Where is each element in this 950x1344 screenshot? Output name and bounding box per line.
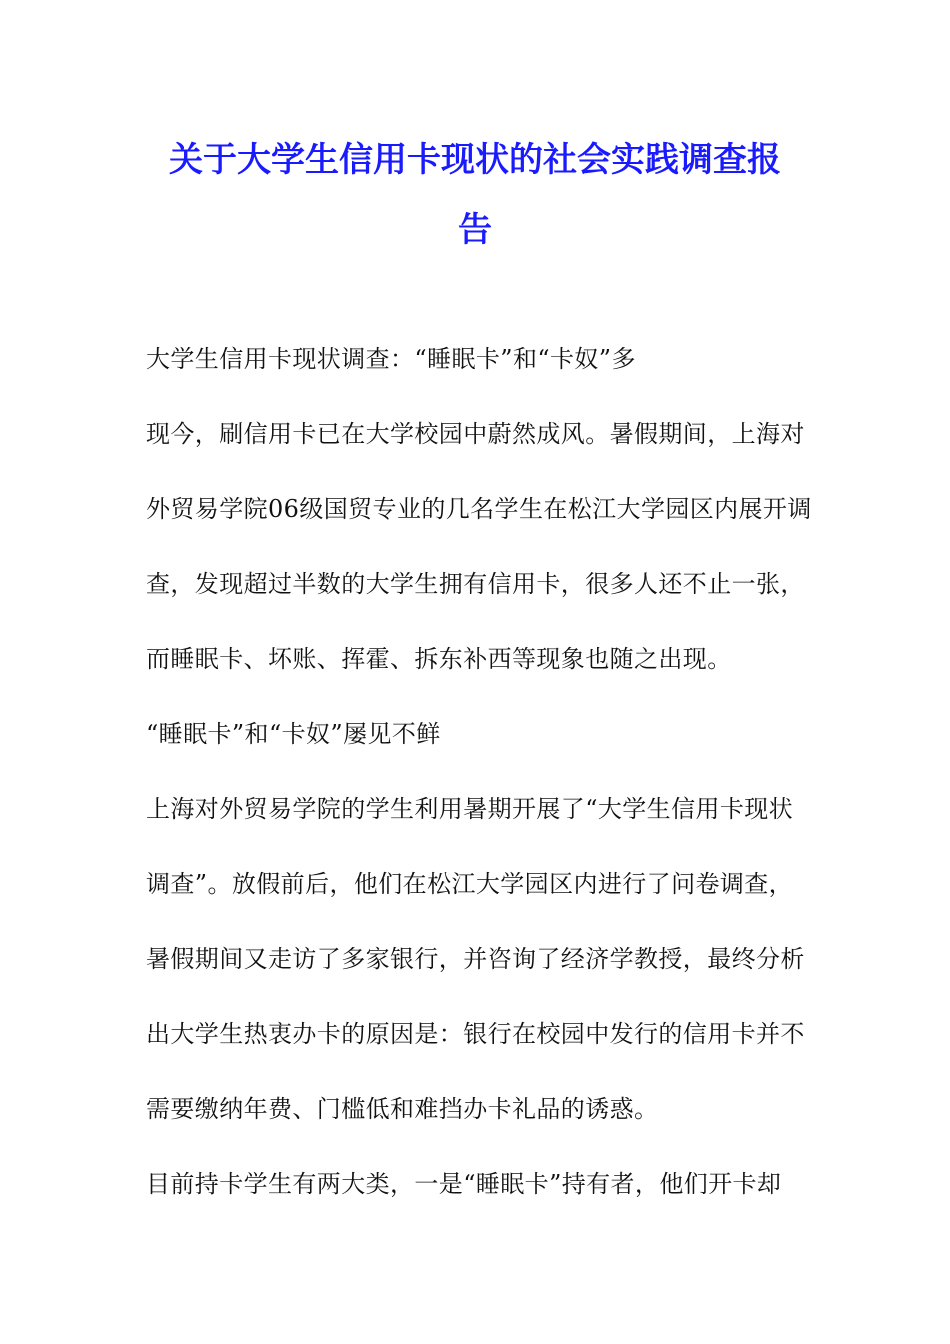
body-line-10: 出大学生热衷办卡的原因是：银行在校园中发行的信用卡并不 [146, 1020, 805, 1048]
body-line-3: 外贸易学院06级国贸专业的几名学生在松江大学园区内展开调 [146, 495, 812, 523]
body-line-1: 大学生信用卡现状调查：“睡眠卡”和“卡奴”多 [146, 345, 636, 373]
document-title-line-2: 告 [458, 210, 492, 250]
body-line-11: 需要缴纳年费、门槛低和难挡办卡礼品的诱惑。 [146, 1095, 659, 1123]
body-line-8: 调查”。放假前后，他们在松江大学园区内进行了问卷调查， [146, 870, 794, 898]
document-title-line-1: 关于大学生信用卡现状的社会实践调查报 [169, 140, 781, 180]
body-line-5: 而睡眠卡、坏账、挥霍、拆东补西等现象也随之出现。 [146, 645, 732, 673]
body-line-2: 现今，刷信用卡已在大学校园中蔚然成风。暑假期间，上海对 [146, 420, 805, 448]
body-line-12: 目前持卡学生有两大类，一是“睡眠卡”持有者，他们开卡却 [146, 1170, 782, 1198]
body-line-9: 暑假期间又走访了多家银行，并咨询了经济学教授，最终分析 [146, 945, 805, 973]
body-line-7: 上海对外贸易学院的学生利用暑期开展了“大学生信用卡现状 [146, 795, 794, 823]
body-line-4: 查，发现超过半数的大学生拥有信用卡，很多人还不止一张， [146, 570, 805, 598]
body-line-6: “睡眠卡”和“卡奴”屡见不鲜 [146, 720, 441, 748]
document-body [146, 336, 816, 1236]
